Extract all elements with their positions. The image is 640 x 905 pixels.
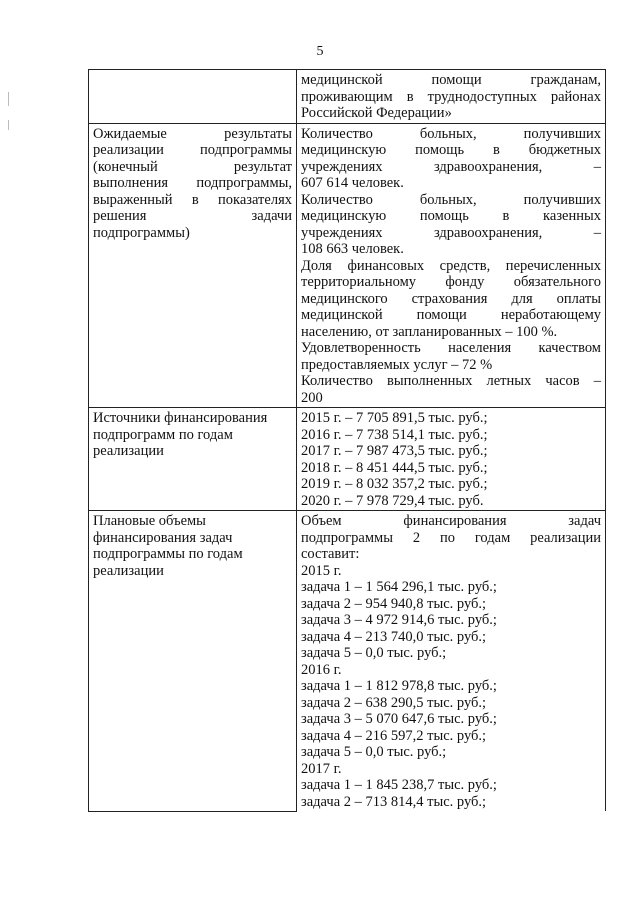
value-line: медицинскую помощь в казенных (301, 208, 601, 224)
label-line: подпрограммы) (93, 224, 190, 241)
label-line: Источники финансирования (93, 410, 268, 426)
year-heading: 2016 г. (301, 661, 342, 678)
row-label-cell (89, 511, 297, 812)
value-line: задача 2 – 713 814,4 тыс. руб.; (301, 793, 487, 810)
value-line: 2015 г. – 7 705 891,5 тыс. руб.; (301, 410, 488, 426)
row-label-cell (89, 123, 297, 408)
year-heading: 2017 г. (301, 760, 342, 777)
value-line: медицинской помощи гражданам, (301, 72, 601, 88)
value-line: 2018 г. – 8 451 444,5 тыс. руб.; (301, 459, 488, 476)
label-line: реализации подпрограммы (93, 142, 292, 158)
label-line: выраженный в показателях (93, 191, 292, 208)
value-line: Количество выполненных летных часов – (301, 373, 601, 389)
label-line: реализации (93, 443, 164, 459)
value-line: Объем финансирования задач (301, 513, 601, 529)
value-line: Количество больных, получивших (301, 191, 601, 208)
value-line: задача 4 – 216 597,2 тыс. руб.; (301, 727, 487, 744)
value-line: 2017 г. – 7 987 473,5 тыс. руб.; (301, 443, 488, 459)
label-line: подпрограмм по годам (93, 426, 233, 443)
row-value-cell (297, 70, 606, 124)
value-line: задача 5 – 0,0 тыс. руб.; (301, 645, 447, 661)
value-line: проживающим в труднодоступных районах (301, 88, 601, 105)
label-line: реализации (93, 562, 164, 579)
value-line: 607 614 человек. (301, 175, 404, 191)
label-line: Плановые объемы (93, 513, 206, 529)
value-line: задача 2 – 638 290,5 тыс. руб.; (301, 694, 487, 711)
value-line: Удовлетворенность населения качеством (301, 340, 601, 356)
value-line: задача 1 – 1 845 238,7 тыс. руб.; (301, 777, 497, 793)
row-label-cell (89, 70, 297, 124)
label-line: выполнения подпрограммы, (93, 175, 292, 191)
scan-artifact (8, 120, 9, 130)
value-line: задача 3 – 5 070 647,6 тыс. руб.; (301, 711, 497, 727)
label-line: (конечный результат (93, 158, 292, 175)
value-line: предоставляемых услуг – 72 % (301, 356, 493, 373)
program-passport-table (88, 69, 606, 812)
value-line: составит: (301, 546, 360, 562)
value-line: 2016 г. – 7 738 514,1 тыс. руб.; (301, 426, 488, 443)
value-line: 200 (301, 389, 323, 406)
value-line: Доля финансовых средств, перечисленных (301, 257, 601, 274)
value-line: задача 1 – 1 812 978,8 тыс. руб.; (301, 678, 497, 694)
page-number: 5 (316, 44, 324, 59)
label-line: Ожидаемые результаты (93, 125, 292, 142)
row-label-cell (89, 408, 297, 511)
value-line: территориальному фонду обязательного (301, 274, 601, 290)
value-line: медицинскую помощь в бюджетных (301, 142, 601, 158)
value-line: задача 5 – 0,0 тыс. руб.; (301, 744, 447, 760)
value-line: 2020 г. – 7 978 729,4 тыс. руб. (301, 492, 484, 509)
table-row (89, 123, 606, 408)
value-line: учреждениях здравоохранения, – (301, 158, 601, 175)
value-line: задача 3 – 4 972 914,6 тыс. руб.; (301, 612, 497, 628)
row-value-cell (297, 408, 606, 511)
value-line: задача 2 – 954 940,8 тыс. руб.; (301, 595, 487, 612)
row-value-cell (297, 123, 606, 408)
value-line: 108 663 человек. (301, 241, 404, 257)
value-line: 2019 г. – 8 032 357,2 тыс. руб.; (301, 476, 488, 492)
label-line: решения задачи (93, 208, 292, 224)
value-line: населению, от запланированных – 100 %. (301, 323, 558, 340)
value-line: подпрограммы 2 по годам реализации (301, 529, 601, 546)
value-line: медицинского страхования для оплаты (301, 290, 601, 307)
table-row (89, 70, 606, 124)
value-line: учреждениях здравоохранения, – (301, 224, 601, 241)
table-row (89, 511, 606, 812)
year-heading: 2015 г. (301, 562, 342, 579)
label-line: финансирования задач (93, 529, 233, 546)
value-line: задача 1 – 1 564 296,1 тыс. руб.; (301, 579, 497, 595)
label-line: подпрограммы по годам (93, 546, 243, 562)
value-line: задача 4 – 213 740,0 тыс. руб.; (301, 628, 487, 645)
row-value-cell (297, 511, 606, 812)
value-line: Российской Федерации» (301, 105, 452, 121)
value-line: медицинской помощи неработающему (301, 307, 601, 323)
value-line: Количество больных, получивших (301, 125, 601, 142)
table-row (89, 408, 606, 511)
scan-artifact (8, 92, 9, 106)
